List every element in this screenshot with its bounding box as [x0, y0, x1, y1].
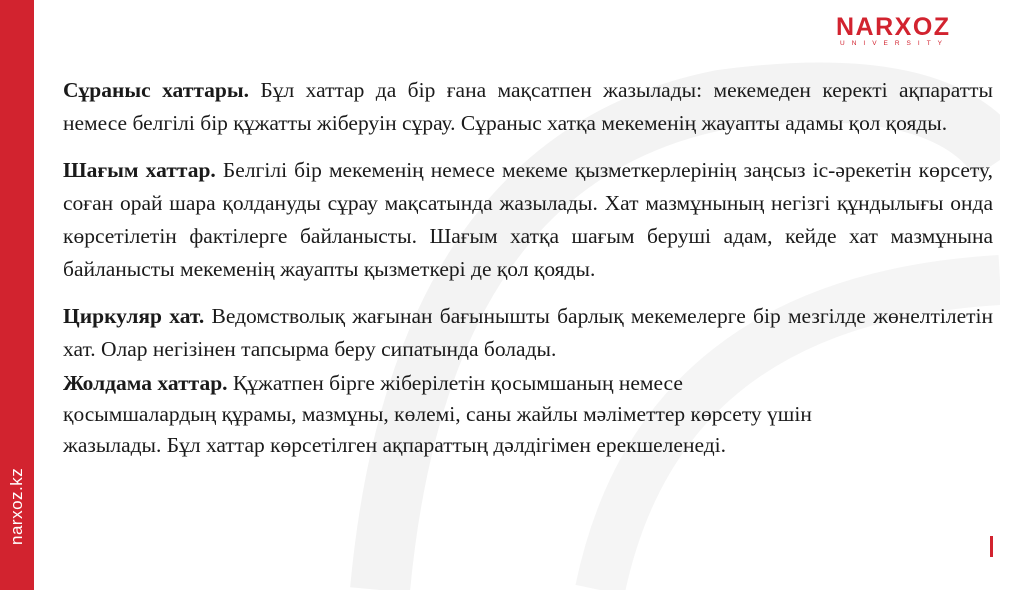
paragraph-text: Белгілі бір мекеменің немесе мекеме қызметкерлерінің заңсыз іс-әрекетін көрсету, соған орай шара қолдануды сұрау мақсатында жазылады. Хат мазмұнының негізгі құндылығы онда көрсетілетін фактілерге байланысты. Шағым хатқа шағым беруші адам, кейде хат мазмұнына байланысты мекеменің жауапты қызметкері де қол қояды. [63, 158, 993, 281]
paragraph-text-line: Құжатпен бірге жіберілетін қосымшаның немесе [227, 371, 683, 395]
term-heading: Жолдама хаттар. [63, 371, 228, 395]
main-content [63, 74, 993, 461]
paragraph-circular-letter [63, 300, 993, 366]
term-heading: Шағым хаттар. [63, 158, 216, 182]
paragraph-request-letters [63, 74, 993, 140]
paragraph-text: Ведомстволық жағынан бағынышты барлық мекемелерге бір мезгілде жөнелтілетін хат. Олар негізінен тапсырма беру сипатында болады. [63, 304, 993, 361]
term-heading: Сұраныс хаттары. [63, 78, 250, 102]
paragraph-text: Бұл хаттар да бір ғана мақсатпен жазылады: мекемеден керекті ақпаратты немесе белгілі бір құжатты жіберуін сұрау. Сұраныс хатқа мекеменің жауапты адамы қол қояды. [63, 78, 993, 135]
paragraph-cover-letters [63, 368, 993, 461]
logo-subtitle: UNIVERSITY [840, 40, 950, 47]
slide-marker [990, 536, 993, 557]
logo-wordmark: NARXOZ [836, 13, 951, 41]
term-heading: Циркуляр хат. [63, 304, 205, 328]
narxoz-logo [836, 14, 1006, 48]
paragraph-complaint-letters [63, 154, 993, 286]
paragraph-text-line: қосымшалардың құрамы, мазмұны, көлемі, саны жайлы мәліметтер көрсету үшін [63, 402, 812, 426]
website-link[interactable]: narxoz.kz [7, 467, 26, 545]
paragraph-text-line: жазылады. Бұл хаттар көрсетілген ақпараттың дәлдігімен ерекшеленеді. [63, 433, 727, 457]
left-sidebar [0, 0, 34, 590]
